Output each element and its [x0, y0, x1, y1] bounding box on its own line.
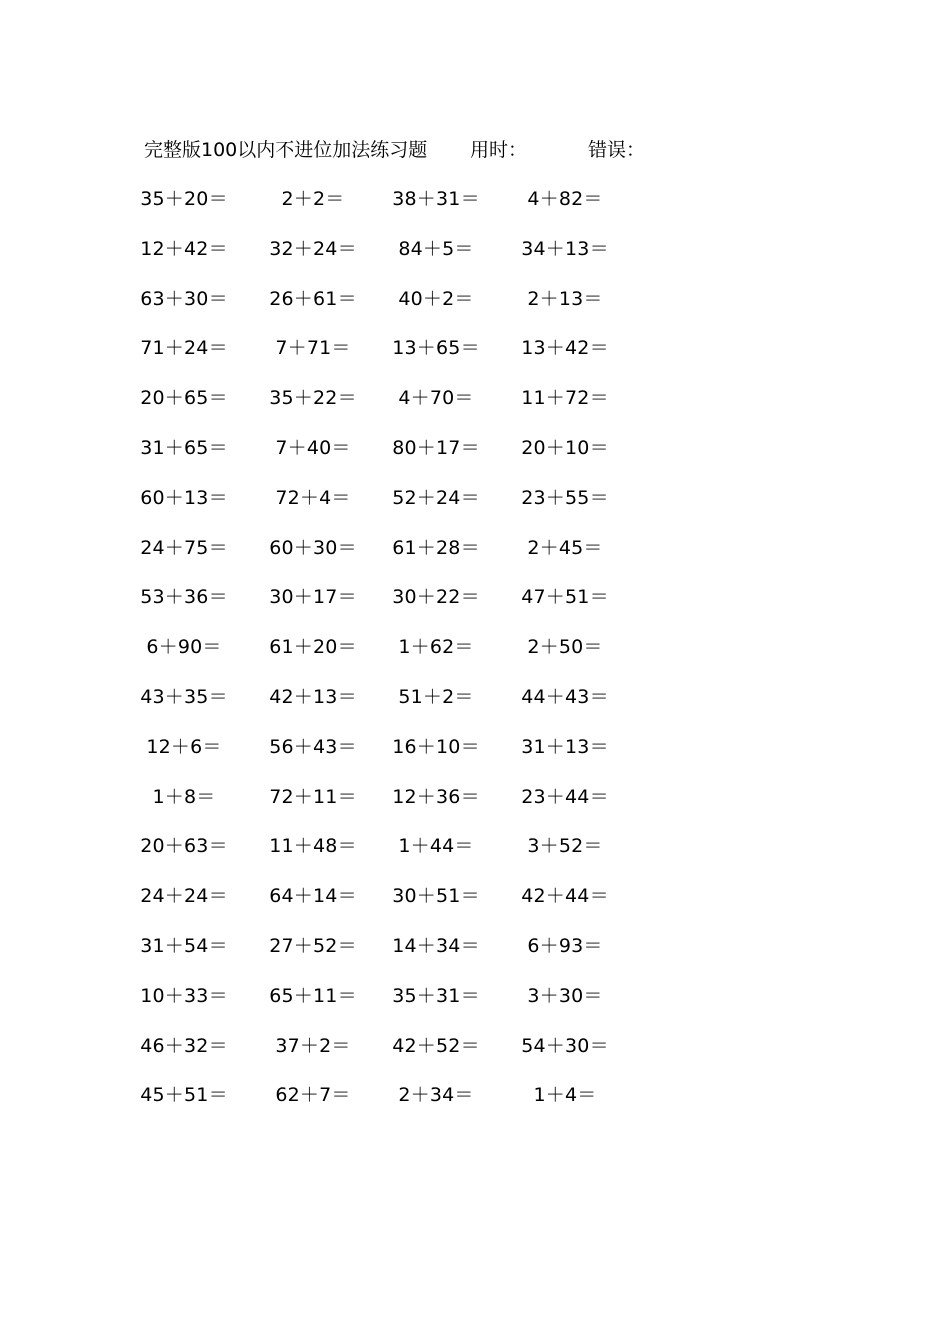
addition-problem: 26＋61＝: [269, 287, 357, 310]
addition-problem: 31＋54＝: [140, 934, 228, 957]
addition-problem: 1＋44＝: [398, 835, 474, 858]
addition-problem: 31＋65＝: [140, 436, 228, 459]
addition-problem: 16＋10＝: [392, 735, 480, 758]
addition-problem: 43＋35＝: [140, 685, 228, 708]
addition-problem: 2＋34＝: [398, 1084, 474, 1107]
addition-problem: 7＋71＝: [275, 337, 351, 360]
problem-row: [0, 1081, 950, 1131]
addition-problem: 30＋51＝: [392, 885, 480, 908]
problem-row: [0, 683, 950, 733]
addition-problem: 65＋11＝: [269, 984, 357, 1007]
addition-problem: 2＋13＝: [527, 287, 603, 310]
addition-problem: 84＋5＝: [398, 237, 474, 260]
addition-problem: 13＋42＝: [521, 337, 609, 360]
problem-row: [0, 733, 950, 783]
addition-problem: 24＋75＝: [140, 536, 228, 559]
addition-problem: 11＋48＝: [269, 835, 357, 858]
problem-row: [0, 434, 950, 484]
worksheet-header: [144, 137, 704, 163]
addition-problem: 35＋31＝: [392, 984, 480, 1007]
addition-problem: 56＋43＝: [269, 735, 357, 758]
addition-problem: 44＋43＝: [521, 685, 609, 708]
addition-problem: 3＋30＝: [527, 984, 603, 1007]
addition-problem: 52＋24＝: [392, 486, 480, 509]
addition-problem: 31＋13＝: [521, 735, 609, 758]
addition-problem: 24＋24＝: [140, 885, 228, 908]
problem-row: [0, 783, 950, 833]
problem-row: [0, 484, 950, 534]
addition-problem: 2＋2＝: [281, 188, 345, 210]
addition-problem: 12＋36＝: [392, 785, 480, 808]
addition-problem: 1＋8＝: [152, 785, 216, 808]
addition-problem: 71＋24＝: [140, 337, 228, 360]
addition-problem: 23＋44＝: [521, 785, 609, 808]
addition-problem: 62＋7＝: [275, 1084, 351, 1107]
addition-problem: 30＋22＝: [392, 586, 480, 609]
problem-row: [0, 334, 950, 384]
problem-grid: [0, 185, 950, 1131]
addition-problem: 61＋20＝: [269, 636, 357, 659]
addition-problem: 13＋65＝: [392, 337, 480, 360]
addition-problem: 20＋10＝: [521, 436, 609, 459]
addition-problem: 38＋31＝: [392, 188, 480, 210]
worksheet-title: 完整版100以内不进位加法练习题: [144, 139, 428, 161]
addition-problem: 2＋50＝: [527, 636, 603, 659]
addition-problem: 1＋4＝: [533, 1084, 597, 1107]
addition-problem: 4＋70＝: [398, 387, 474, 410]
addition-problem: 42＋52＝: [392, 1034, 480, 1057]
addition-problem: 51＋2＝: [398, 685, 474, 708]
addition-problem: 20＋65＝: [140, 387, 228, 410]
addition-problem: 42＋44＝: [521, 885, 609, 908]
problem-row: [0, 1032, 950, 1082]
addition-problem: 72＋11＝: [269, 785, 357, 808]
addition-problem: 72＋4＝: [275, 486, 351, 509]
addition-problem: 45＋51＝: [140, 1084, 228, 1107]
addition-problem: 23＋55＝: [521, 486, 609, 509]
addition-problem: 60＋30＝: [269, 536, 357, 559]
problem-row: [0, 982, 950, 1032]
addition-problem: 53＋36＝: [140, 586, 228, 609]
addition-problem: 46＋32＝: [140, 1034, 228, 1057]
addition-problem: 10＋33＝: [140, 984, 228, 1007]
addition-problem: 32＋24＝: [269, 237, 357, 260]
problem-row: [0, 932, 950, 982]
addition-problem: 35＋22＝: [269, 387, 357, 410]
addition-problem: 47＋51＝: [521, 586, 609, 609]
addition-problem: 12＋42＝: [140, 237, 228, 260]
time-used-label: 用时：: [470, 139, 528, 161]
addition-problem: 42＋13＝: [269, 685, 357, 708]
problem-row: [0, 384, 950, 434]
addition-problem: 35＋20＝: [140, 188, 228, 210]
addition-problem: 14＋34＝: [392, 934, 480, 957]
problem-row: [0, 882, 950, 932]
addition-problem: 63＋30＝: [140, 287, 228, 310]
addition-problem: 37＋2＝: [275, 1034, 351, 1057]
addition-problem: 64＋14＝: [269, 885, 357, 908]
problem-row: [0, 285, 950, 335]
problem-row: [0, 235, 950, 285]
addition-problem: 60＋13＝: [140, 486, 228, 509]
addition-problem: 61＋28＝: [392, 536, 480, 559]
addition-problem: 2＋45＝: [527, 536, 603, 559]
problem-row: [0, 185, 950, 235]
addition-problem: 80＋17＝: [392, 436, 480, 459]
addition-problem: 27＋52＝: [269, 934, 357, 957]
addition-problem: 12＋6＝: [146, 735, 222, 758]
addition-problem: 20＋63＝: [140, 835, 228, 858]
addition-problem: 40＋2＝: [398, 287, 474, 310]
addition-problem: 54＋30＝: [521, 1034, 609, 1057]
addition-problem: 6＋93＝: [527, 934, 603, 957]
addition-problem: 7＋40＝: [275, 436, 351, 459]
problem-row: [0, 832, 950, 882]
errors-label: 错误：: [588, 139, 646, 161]
addition-problem: 3＋52＝: [527, 835, 603, 858]
problem-row: [0, 583, 950, 633]
addition-problem: 4＋82＝: [527, 188, 603, 210]
problem-row: [0, 633, 950, 683]
addition-problem: 1＋62＝: [398, 636, 474, 659]
problem-row: [0, 534, 950, 584]
addition-problem: 6＋90＝: [146, 636, 222, 659]
addition-problem: 30＋17＝: [269, 586, 357, 609]
addition-problem: 34＋13＝: [521, 237, 609, 260]
addition-problem: 11＋72＝: [521, 387, 609, 410]
